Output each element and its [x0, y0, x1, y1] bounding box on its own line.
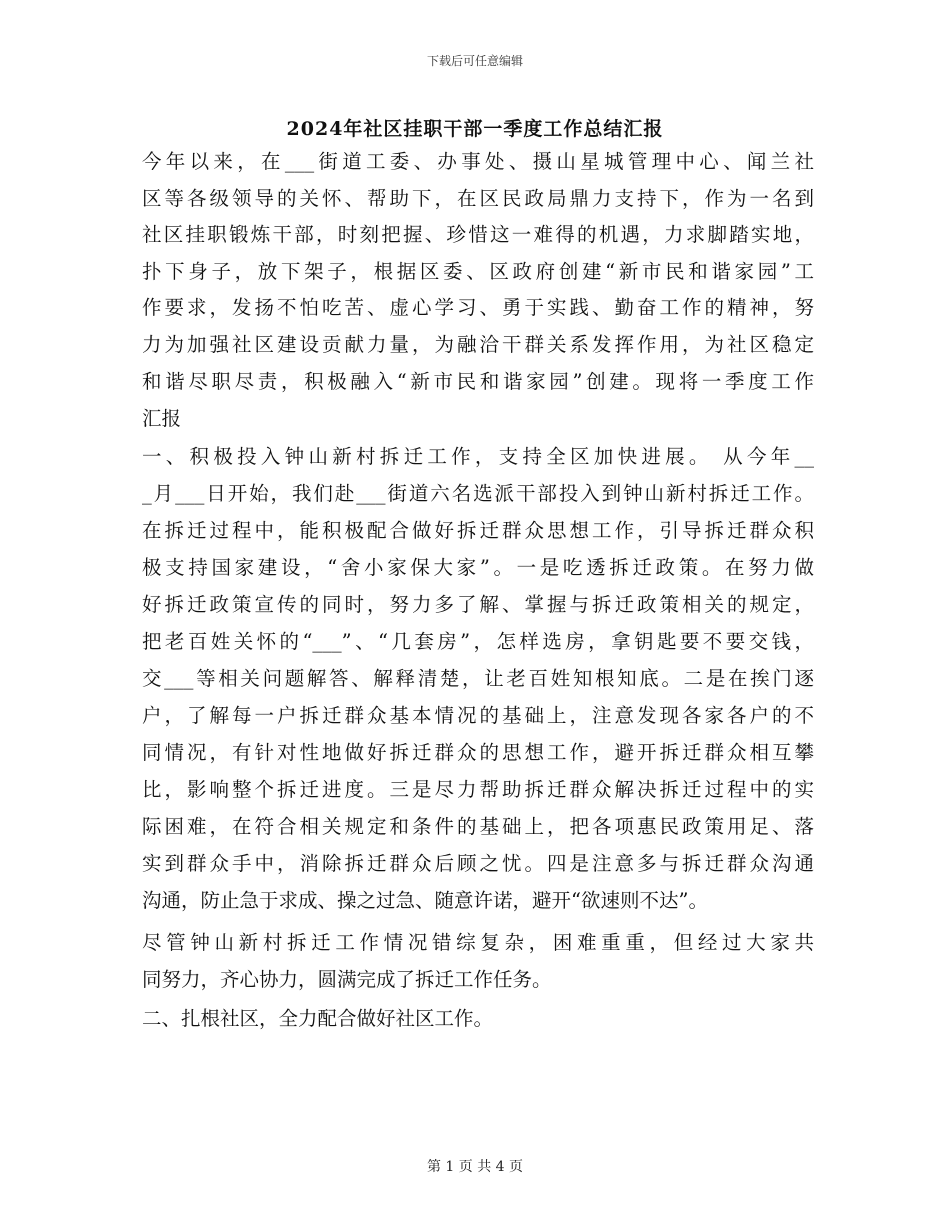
body-line: 力为加强社区建设贡献力量，为融洽干群关系发挥作用，为社区稳定	[142, 333, 814, 356]
body-line: 沟通，防止急于求成、操之过急、随意许诺，避开“欲速则不达”。	[142, 889, 708, 912]
body-line: 好拆迁政策宣传的同时，努力多了解、掌握与拆迁政策相关的规定，	[142, 593, 814, 616]
body-line: 社区挂职锻炼干部，时刻把握、珍惜这一难得的机遇，力求脚踏实地，	[142, 223, 814, 246]
body-line: 尽管钟山新村拆迁工作情况错综复杂，困难重重，但经过大家共	[142, 931, 814, 954]
body-line: 二、扎根社区，全力配合做好社区工作。	[142, 1007, 494, 1030]
body-line: 今年以来，在___街道工委、办事处、摄山星城管理中心、闻兰社	[142, 150, 814, 173]
body-line: 同努力，齐心协力，圆满完成了拆迁工作任务。	[142, 968, 552, 991]
header-note: 下载后可任意编辑	[426, 54, 523, 68]
body-line: 交___等相关问题解答、解释清楚，让老百姓知根知底。二是在挨门逐	[142, 667, 814, 690]
body-line: 把老百姓关怀的“___”、“几套房”，怎样选房，拿钥匙要不要交钱，	[142, 630, 814, 653]
body-line: 一、积极投入钟山新村拆迁工作，支持全区加快进展。 从今年__	[142, 445, 814, 468]
body-line: 实到群众手中，消除拆迁群众后顾之忧。四是注意多与拆迁群众沟通	[142, 852, 814, 875]
document-title: 2024年社区挂职干部一季度工作总结汇报	[286, 118, 664, 140]
body-line: 扑下身子，放下架子，根据区委、区政府创建“新市民和谐家园”工	[142, 260, 814, 283]
body-line: 和谐尽职尽责，积极融入“新市民和谐家园”创建。现将一季度工作	[142, 370, 814, 393]
page-footer: 第 1 页 共 4 页	[426, 1159, 524, 1175]
body-line: 同情况，有针对性地做好拆迁群众的思想工作，避开拆迁群众相互攀	[142, 741, 814, 764]
body-line: 作要求，发扬不怕吃苦、虚心学习、勇于实践、勤奋工作的精神，努	[142, 296, 814, 319]
body-line: 汇报	[142, 407, 182, 430]
body-line: 在拆迁过程中，能积极配合做好拆迁群众思想工作，引导拆迁群众积	[142, 519, 814, 542]
body-line: 极支持国家建设，“舍小家保大家”。一是吃透拆迁政策。在努力做	[142, 556, 814, 579]
body-line: 户，了解每一户拆迁群众基本情况的基础上，注意发现各家各户的不	[142, 704, 814, 727]
body-line: 区等各级领导的关怀、帮助下，在区民政局鼎力支持下，作为一名到	[142, 187, 814, 210]
body-line: 比，影响整个拆迁进度。三是尽力帮助拆迁群众解决拆迁过程中的实	[142, 778, 814, 801]
body-line: _月___日开始，我们赴___街道六名选派干部投入到钟山新村拆迁工作。	[142, 482, 814, 505]
body-line: 际困难，在符合相关规定和条件的基础上，把各项惠民政策用足、落	[142, 815, 814, 838]
